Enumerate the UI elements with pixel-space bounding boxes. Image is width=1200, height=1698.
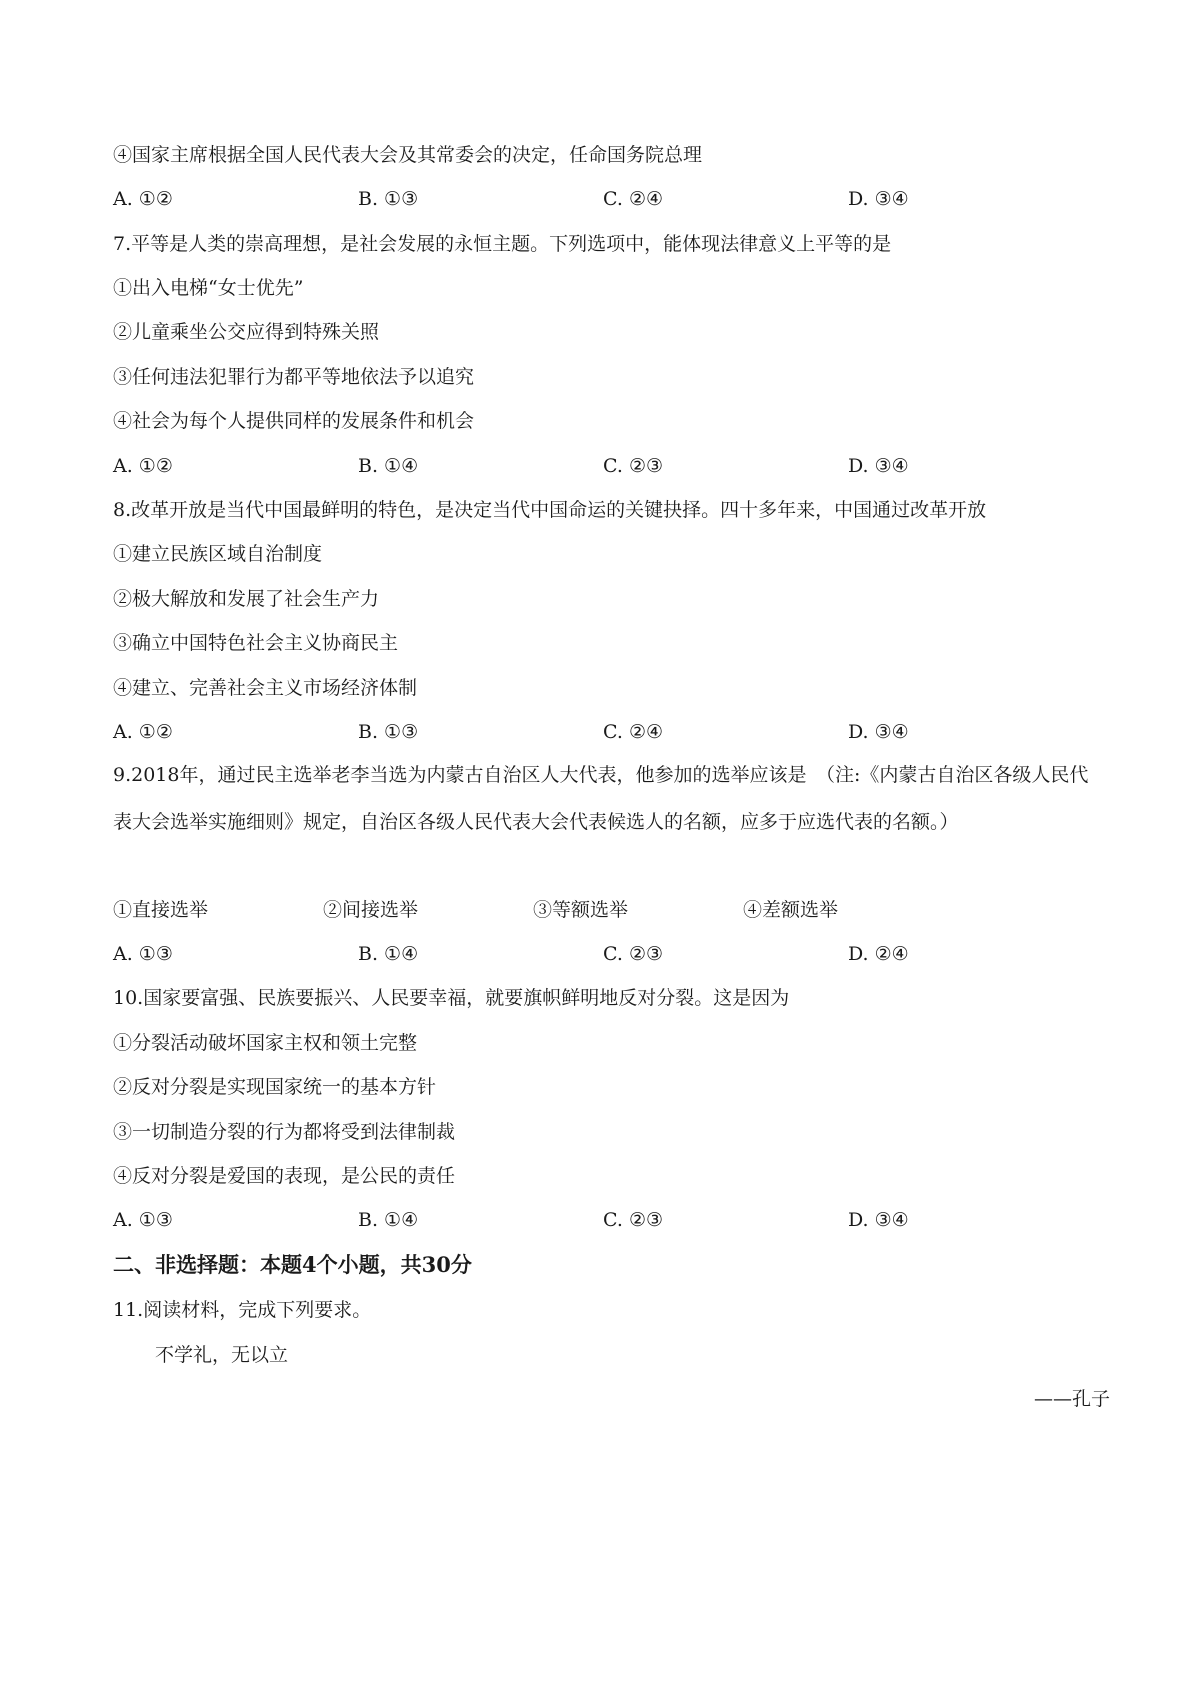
- q9-option-b: B. ①④: [358, 943, 419, 965]
- q10-option-c: C. ②③: [603, 1209, 664, 1231]
- q10-option-a: A. ①③: [113, 1209, 173, 1231]
- q8-option-d: D. ③④: [848, 721, 909, 743]
- q8-stem: 8.改革开放是当代中国最鲜明的特色，是决定当代中国命运的关键抉择。四十多年来，中国通过改革开放: [113, 499, 987, 521]
- q7-option-a: A. ①②: [113, 455, 173, 477]
- q10-option-b: B. ①④: [358, 1209, 419, 1231]
- q9-item-2: ②间接选举: [323, 899, 419, 921]
- q8-item-1: ①建立民族区域自治制度: [113, 543, 323, 565]
- q6-option-a: A. ①②: [113, 188, 173, 210]
- q11-stem: 11.阅读材料，完成下列要求。: [113, 1299, 372, 1321]
- q9-item-3: ③等额选举: [533, 899, 629, 921]
- q9-stem: 9.2018年，通过民主选举老李当选为内蒙古自治区人大代表，他参加的选举应该是 （注:《内蒙古自治区各级人民代表大会选举实施细则》规定，自治区各级人民代表大会代表候选人的名额，应多于应选代表的名额。）: [113, 764, 1089, 833]
- q8-options: [113, 720, 1013, 744]
- q8-item-4: ④建立、完善社会主义市场经济体制: [113, 677, 418, 699]
- q10-item-3: ③一切制造分裂的行为都将受到法律制裁: [113, 1121, 456, 1143]
- q7-item-4: ④社会为每个人提供同样的发展条件和机会: [113, 410, 475, 432]
- q9-item-4: ④差额选举: [743, 899, 839, 921]
- q7-item-3: ③任何违法犯罪行为都平等地依法予以追究: [113, 366, 475, 388]
- q6-option-d: D. ③④: [848, 188, 909, 210]
- q7-item-2: ②儿童乘坐公交应得到特殊关照: [113, 321, 380, 343]
- q6-option-b: B. ①③: [358, 188, 419, 210]
- q6-option-c: C. ②④: [603, 188, 664, 210]
- q8-item-3: ③确立中国特色社会主义协商民主: [113, 632, 399, 654]
- q9-option-d: D. ②④: [848, 943, 909, 965]
- q10-stem: 10.国家要富强、民族要振兴、人民要幸福，就要旗帜鲜明地反对分裂。这是因为: [113, 987, 790, 1009]
- q10-option-d: D. ③④: [848, 1209, 909, 1231]
- q10-options: [113, 1208, 1013, 1232]
- q8-item-2: ②极大解放和发展了社会生产力: [113, 588, 380, 610]
- q7-item-1: ①出入电梯“女士优先”: [113, 277, 304, 299]
- q9-option-a: A. ①③: [113, 943, 173, 965]
- q11-attribution: ——孔子: [1033, 1388, 1110, 1410]
- q8-option-c: C. ②④: [603, 721, 664, 743]
- section-heading: 二、非选择题：本题4个小题，共30分: [113, 1252, 472, 1277]
- q7-stem: 7.平等是人类的崇高理想，是社会发展的永恒主题。下列选项中，能体现法律意义上平等的是: [113, 233, 892, 255]
- q9-options: [113, 942, 1013, 966]
- q6-options: [113, 187, 1013, 211]
- q9-items: [113, 898, 1013, 922]
- q9-item-1: ①直接选举: [113, 899, 209, 921]
- q7-option-c: C. ②③: [603, 455, 664, 477]
- q10-item-1: ①分裂活动破坏国家主权和领土完整: [113, 1032, 418, 1054]
- q10-item-4: ④反对分裂是爱国的表现，是公民的责任: [113, 1165, 456, 1187]
- q7-option-b: B. ①④: [358, 455, 419, 477]
- q11-quote: 不学礼，无以立: [155, 1344, 289, 1366]
- q7-options: [113, 454, 1013, 478]
- q8-option-a: A. ①②: [113, 721, 173, 743]
- q6-item-4: ④国家主席根据全国人民代表大会及其常委会的决定，任命国务院总理: [113, 144, 703, 166]
- q9-option-c: C. ②③: [603, 943, 664, 965]
- q10-item-2: ②反对分裂是实现国家统一的基本方针: [113, 1076, 437, 1098]
- q7-option-d: D. ③④: [848, 455, 909, 477]
- q8-option-b: B. ①③: [358, 721, 419, 743]
